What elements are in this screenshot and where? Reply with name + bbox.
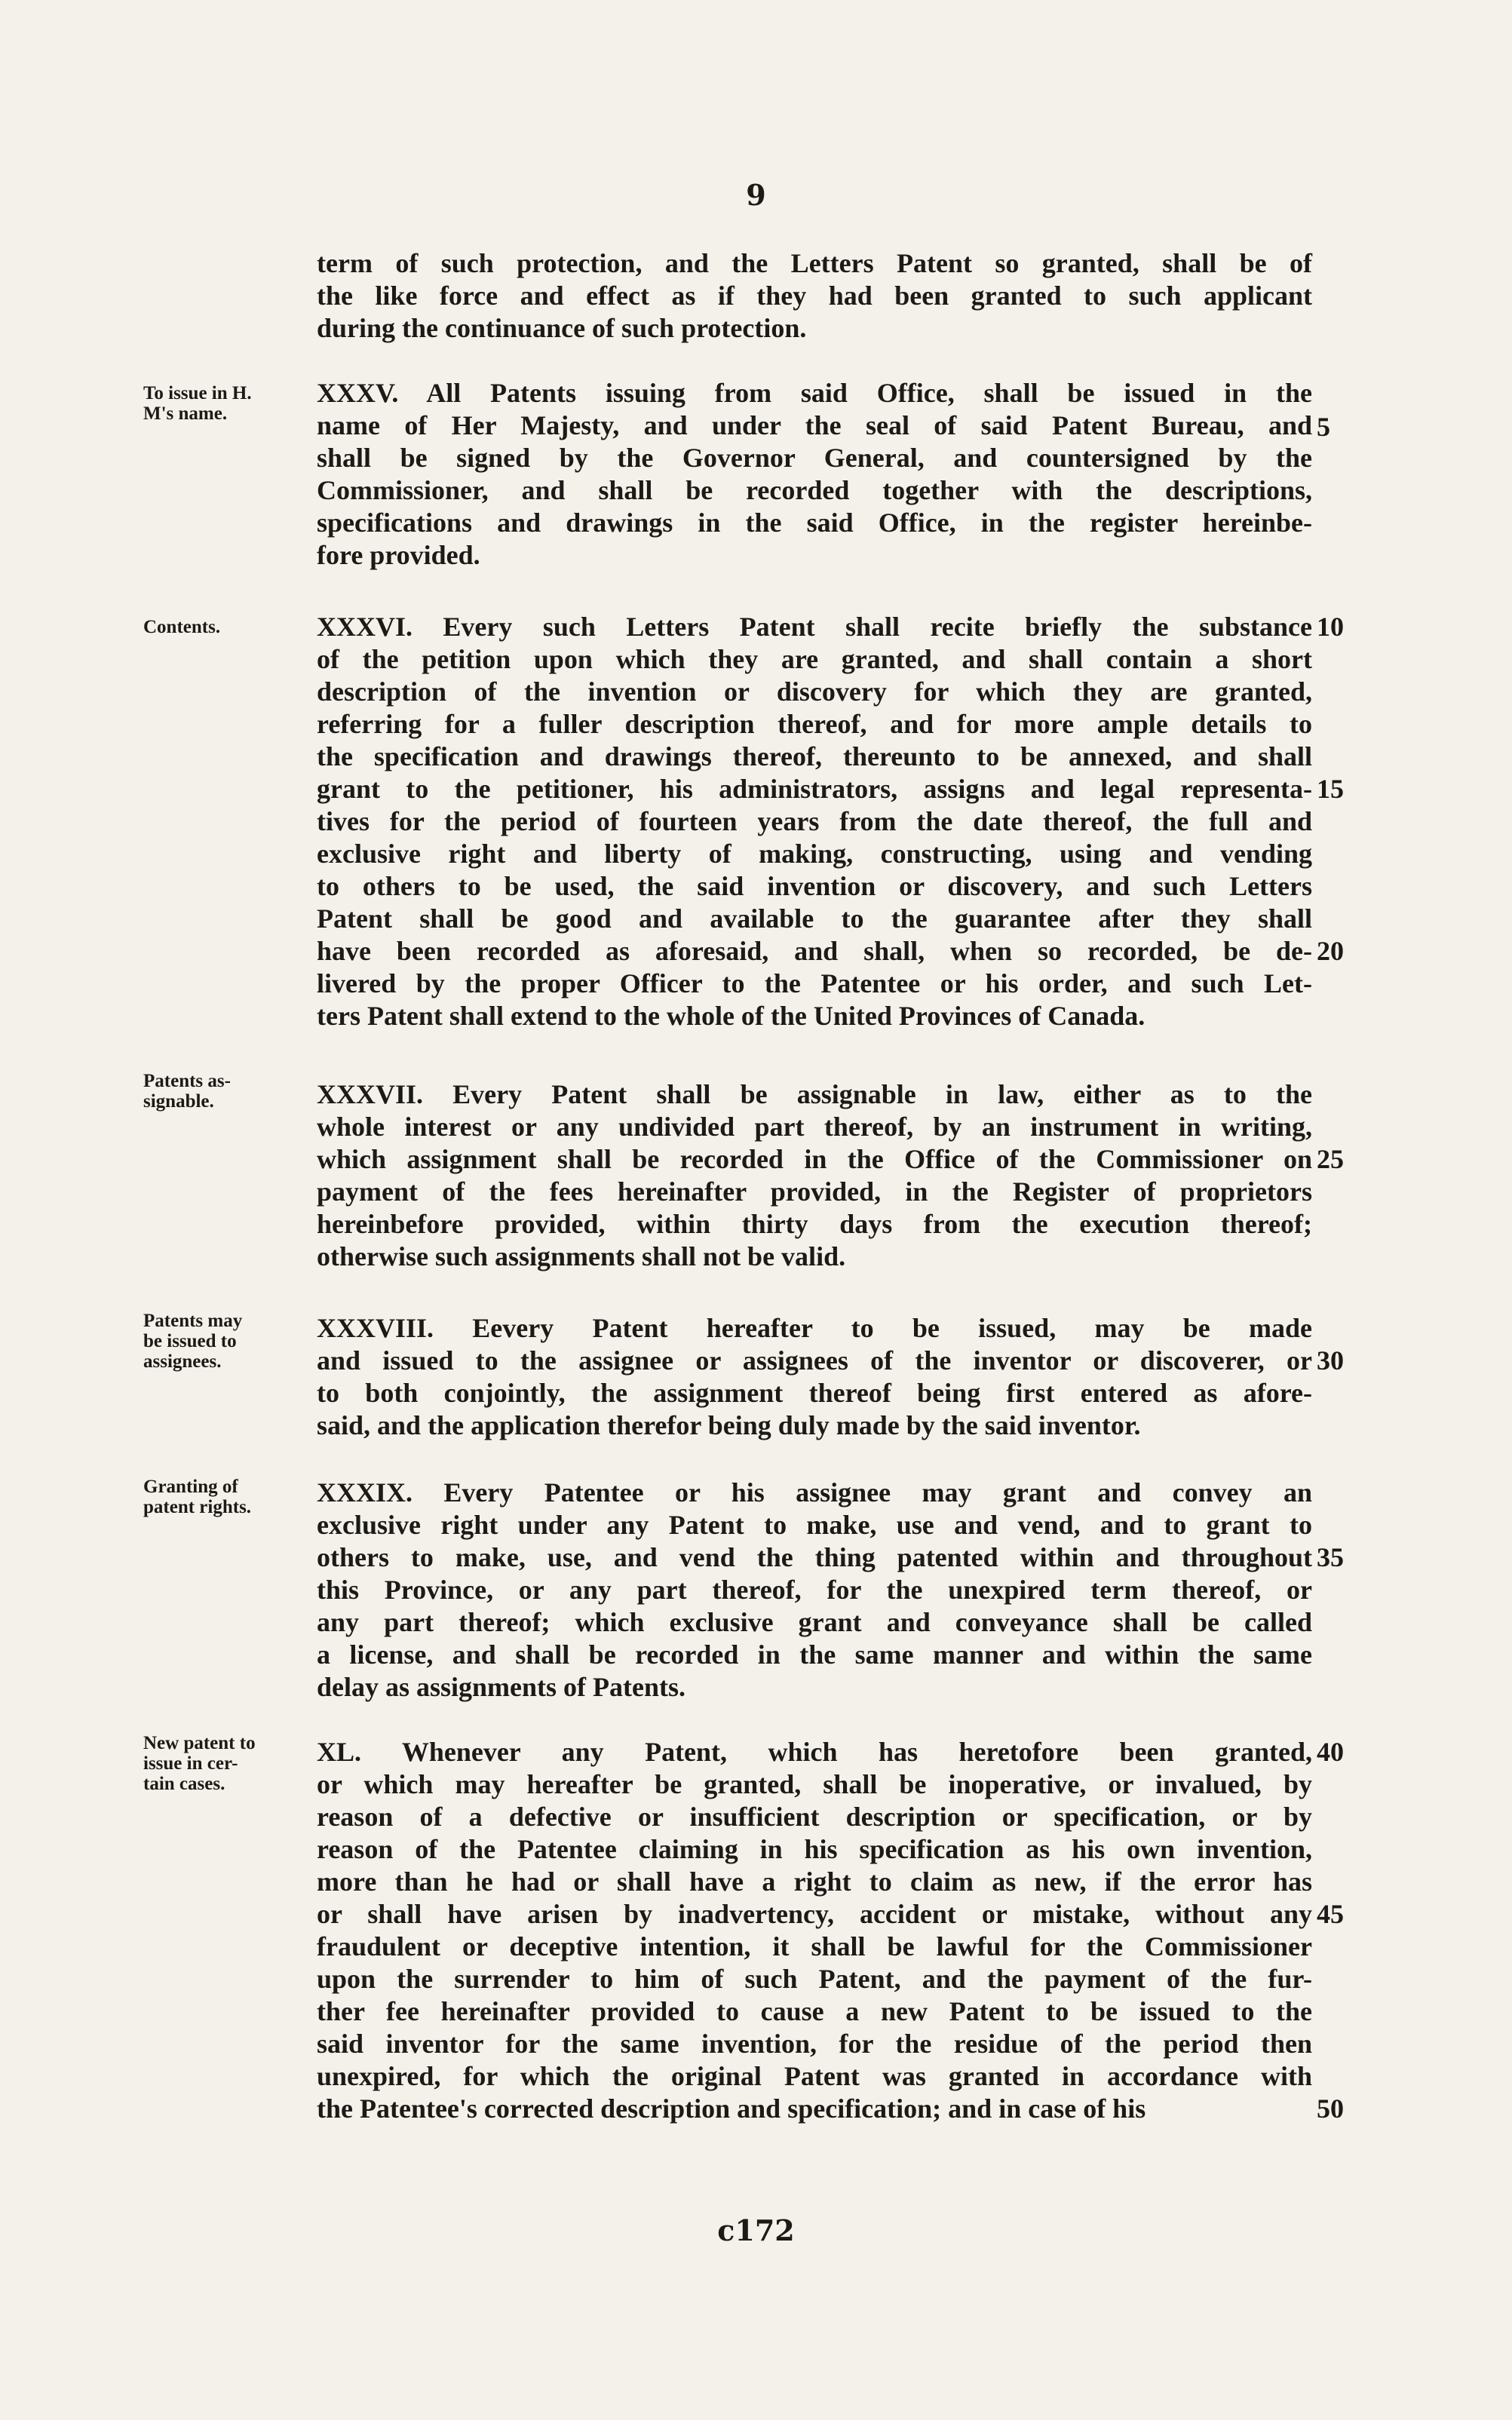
line-number: 35: [1317, 1542, 1344, 1572]
margin-note-line: be issued to: [143, 1331, 237, 1351]
margin-note-line: To issue in H.: [143, 383, 252, 403]
text-line: tives for the period of fourteen years from the date thereof, the full and: [317, 806, 1312, 836]
line-number: 15: [1317, 774, 1344, 804]
text-line: grant to the petitioner, his administrators, assigns and legal representa-: [317, 774, 1312, 804]
text-line: the like force and effect as if they had been granted to such applicant: [317, 281, 1312, 311]
margin-note-line: patent rights.: [143, 1497, 252, 1517]
text-line: fore provided.: [317, 540, 480, 570]
margin-note-line: Contents.: [143, 617, 221, 637]
text-line: during the continuance of such protection.: [317, 313, 807, 343]
line-number: 20: [1317, 936, 1344, 966]
text-line: said, and the application therefor being duly made by the said inventor.: [317, 1410, 1141, 1440]
section-xxxviii: [317, 1312, 1312, 1442]
margin-note-contents: [143, 617, 309, 637]
text-line: XXXVI. Every such Letters Patent shall recite briefly the substance: [317, 612, 1312, 642]
text-line: reason of a defective or insufficient description or specification, or by: [317, 1802, 1312, 1832]
margin-note-line: Patents may: [143, 1311, 243, 1331]
text-line: delay as assignments of Patents.: [317, 1672, 686, 1702]
text-line: otherwise such assignments shall not be valid.: [317, 1241, 846, 1271]
text-line: which assignment shall be recorded in the Office of the Commissioner on: [317, 1144, 1312, 1174]
margin-note-line: New patent to: [143, 1733, 256, 1753]
text-line: more than he had or shall have a right to claim as new, if the error has: [317, 1866, 1312, 1897]
continuation-paragraph: [317, 247, 1312, 345]
text-line: fraudulent or deceptive intention, it shall be lawful for the Commissioner: [317, 1931, 1312, 1961]
text-line: payment of the fees hereinafter provided, in the Register of proprietors: [317, 1176, 1312, 1207]
margin-note-patents-issued-to-assignees: [143, 1311, 309, 1372]
text-line: any part thereof; which exclusive grant and conveyance shall be called: [317, 1607, 1312, 1637]
text-line: or shall have arisen by inadvertency, accident or mistake, without any: [317, 1899, 1312, 1929]
margin-note-line: issue in cer-: [143, 1753, 238, 1774]
text-line: term of such protection, and the Letters Patent so granted, shall be of: [317, 248, 1312, 278]
text-line: shall be signed by the Governor General, and countersigned by the: [317, 443, 1312, 473]
text-line: specifications and drawings in the said Office, in the register hereinbe-: [317, 508, 1312, 538]
text-line: XL. Whenever any Patent, which has heretofore been granted,: [317, 1737, 1312, 1767]
margin-note-line: Patents as-: [143, 1071, 231, 1091]
margin-note-line: assignees.: [143, 1351, 222, 1372]
margin-note-line: Granting of: [143, 1477, 238, 1497]
text-line: XXXIX. Every Patentee or his assignee may grant and convey an: [317, 1477, 1312, 1508]
text-line: Patent shall be good and available to the guarantee after they shall: [317, 903, 1312, 934]
text-line: upon the surrender to him of such Patent, and the payment of the fur-: [317, 1964, 1312, 1994]
section-xxxvi: [317, 611, 1312, 1032]
text-line: name of Her Majesty, and under the seal of said Patent Bureau, and: [317, 410, 1312, 440]
text-line: Commissioner, and shall be recorded together with the descriptions,: [317, 475, 1312, 505]
line-number: 45: [1317, 1899, 1344, 1929]
margin-note-new-patent: [143, 1733, 309, 1794]
text-line: XXXVIII. Eevery Patent hereafter to be issued, may be made: [317, 1313, 1312, 1343]
text-line: referring for a fuller description thereof, and for more ample details to: [317, 709, 1312, 739]
margin-note-granting-patent-rights: [143, 1477, 309, 1517]
section-xxxv: [317, 377, 1312, 572]
text-line: ther fee hereinafter provided to cause a new Patent to be issued to the: [317, 1996, 1312, 2026]
text-line: this Province, or any part thereof, for the unexpired term thereof, or: [317, 1575, 1312, 1605]
margin-note-line: M's name.: [143, 403, 228, 424]
line-number: 30: [1317, 1345, 1344, 1376]
page-number: 9: [746, 178, 766, 212]
text-line: XXXVII. Every Patent shall be assignable in law, either as to the: [317, 1079, 1312, 1109]
text-line: others to make, use, and vend the thing patented within and throughout: [317, 1542, 1312, 1572]
line-number: 40: [1317, 1737, 1344, 1767]
text-line: livered by the proper Officer to the Patentee or his order, and such Let-: [317, 968, 1312, 998]
text-line: hereinbefore provided, within thirty days from the execution thereof;: [317, 1209, 1312, 1239]
text-line: to others to be used, the said invention or discovery, and such Letters: [317, 871, 1312, 901]
section-xxxvii: [317, 1078, 1312, 1273]
text-line: of the petition upon which they are granted, and shall contain a short: [317, 644, 1312, 674]
section-xl: [317, 1736, 1312, 2125]
text-line: whole interest or any undivided part thereof, by an instrument in writing,: [317, 1112, 1312, 1142]
text-line: have been recorded as aforesaid, and shall, when so recorded, be de-: [317, 936, 1312, 966]
margin-note-line: tain cases.: [143, 1774, 225, 1794]
line-number: 25: [1317, 1144, 1344, 1174]
text-line: and issued to the assignee or assignees of the inventor or discoverer, or: [317, 1345, 1312, 1376]
text-line: unexpired, for which the original Patent was granted in accordance with: [317, 2061, 1312, 2091]
line-number: 10: [1317, 612, 1344, 642]
text-line: the Patentee's corrected description and specification; and in case of his: [317, 2093, 1146, 2124]
text-line: exclusive right and liberty of making, constructing, using and vending: [317, 839, 1312, 869]
text-line: reason of the Patentee claiming in his specification as his own invention,: [317, 1834, 1312, 1864]
line-number: 5: [1317, 412, 1330, 442]
text-line: to both conjointly, the assignment thereof being first entered as afore-: [317, 1378, 1312, 1408]
text-line: XXXV. All Patents issuing from said Office, shall be issued in the: [317, 378, 1312, 408]
text-line: ters Patent shall extend to the whole of the United Provinces of Canada.: [317, 1001, 1146, 1031]
printer-signature-mark: c172: [717, 2213, 795, 2247]
margin-note-patents-assignable: [143, 1071, 309, 1112]
text-line: or which may hereafter be granted, shall be inoperative, or invalued, by: [317, 1769, 1312, 1799]
text-line: the specification and drawings thereof, thereunto to be annexed, and shall: [317, 741, 1312, 771]
text-line: a license, and shall be recorded in the same manner and within the same: [317, 1639, 1312, 1670]
text-line: said inventor for the same invention, for the residue of the period then: [317, 2029, 1312, 2059]
text-line: description of the invention or discovery for which they are granted,: [317, 676, 1312, 707]
margin-note-issue-in-name: [143, 383, 309, 424]
section-xxxix: [317, 1477, 1312, 1704]
line-number: 50: [1317, 2093, 1344, 2124]
margin-note-line: signable.: [143, 1091, 214, 1112]
text-line: exclusive right under any Patent to make, use and vend, and to grant to: [317, 1510, 1312, 1540]
